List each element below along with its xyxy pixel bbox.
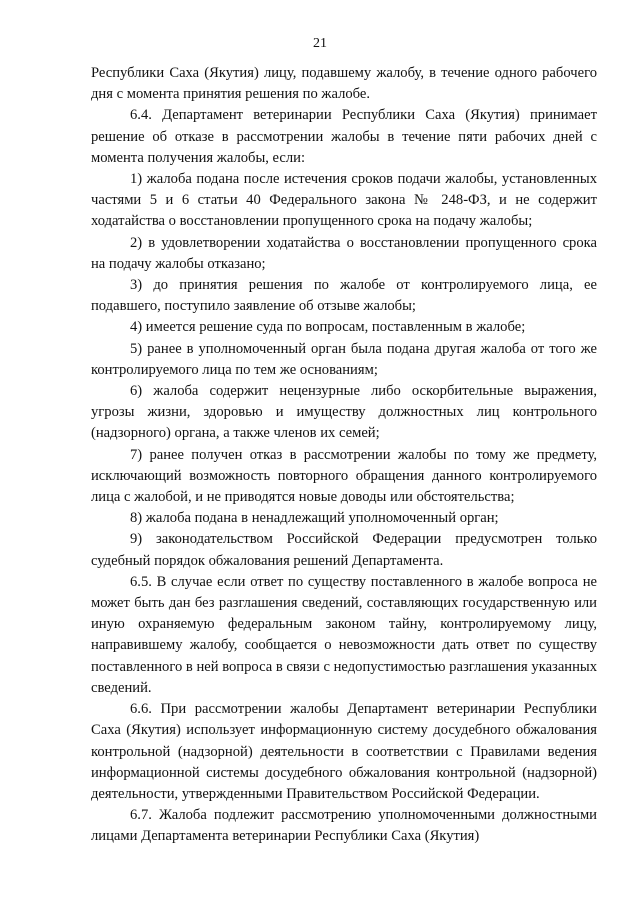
list-item-5: 5) ранее в уполномоченный орган была подана другая жалоба от того же контролируемого лица по тем же основаниям; [91, 340, 597, 378]
list-item-9: 9) законодательством Российской Федерации предусмотрен только судебный порядок обжалования решений Департамента. [91, 531, 597, 569]
paragraph-6-4: 6.4. Департамент ветеринарии Республики Саха (Якутия) принимает решение об отказе в рассмотрении жалобы в течение пяти рабочих дней с момента получения жалобы, если: [91, 107, 597, 166]
paragraph-6-5: 6.5. В случае если ответ по существу поставленного в жалобе вопроса не может быть дан без разглашения сведений, составляющих государственную или иную охраняемую федеральным законом тайну, контролируемому лицу, направившему жалобу, сообщается о невозможности дать ответ по существу поставленного в ней вопроса в связи с недопустимостью разглашения указанных сведений. [91, 573, 598, 696]
paragraph-6-6: 6.6. При рассмотрении жалобы Департамент ветеринарии Республики Саха (Якутия) использует информационную систему досудебного обжалования контрольной (надзорной) деятельности в соответствии с Правилами ведения информационной системы досудебного обжалования контрольной (надзорной) деятельности, утвержденными Правительством Российской Федерации. [91, 701, 597, 802]
list-item-3: 3) до принятия решения по жалобе от контролируемого лица, ее подавшего, поступило заявление об отзыве жалобы; [91, 277, 597, 315]
list-item-1: 1) жалоба подана после истечения сроков подачи жалобы, установленных частями 5 и 6 статьи 40 Федерального закона № 248-ФЗ, и не содержит ходатайства о восстановлении пропущенного срока на подачу жалобы; [91, 171, 597, 230]
page-number: 21 [313, 36, 327, 51]
document-body [91, 63, 597, 848]
list-item-6: 6) жалоба содержит нецензурные либо оскорбительные выражения, угрозы жизни, здоровью и имуществу должностных лиц контрольного (надзорного) органа, а также членов их семей; [91, 383, 597, 442]
list-item-2: 2) в удовлетворении ходатайства о восстановлении пропущенного срока на подачу жалобы отказано; [91, 234, 597, 272]
paragraph-continuation: Республики Саха (Якутия) лицу, подавшему жалобу, в течение одного рабочего дня с момента принятия решения по жалобе. [91, 65, 597, 103]
list-item-4: 4) имеется решение суда по вопросам, поставленным в жалобе; [130, 319, 526, 336]
list-item-8: 8) жалоба подана в ненадлежащий уполномоченный орган; [130, 510, 499, 527]
list-item-7: 7) ранее получен отказ в рассмотрении жалобы по тому же предмету, исключающий возможность повторного обращения данного контролируемого лица с жалобой, и не приводятся новые доводы или обстоятельства; [91, 446, 597, 506]
paragraph-6-7: 6.7. Жалоба подлежит рассмотрению уполномоченными должностными лицами Департамента ветеринарии Республики Саха (Якутия) [91, 807, 597, 845]
